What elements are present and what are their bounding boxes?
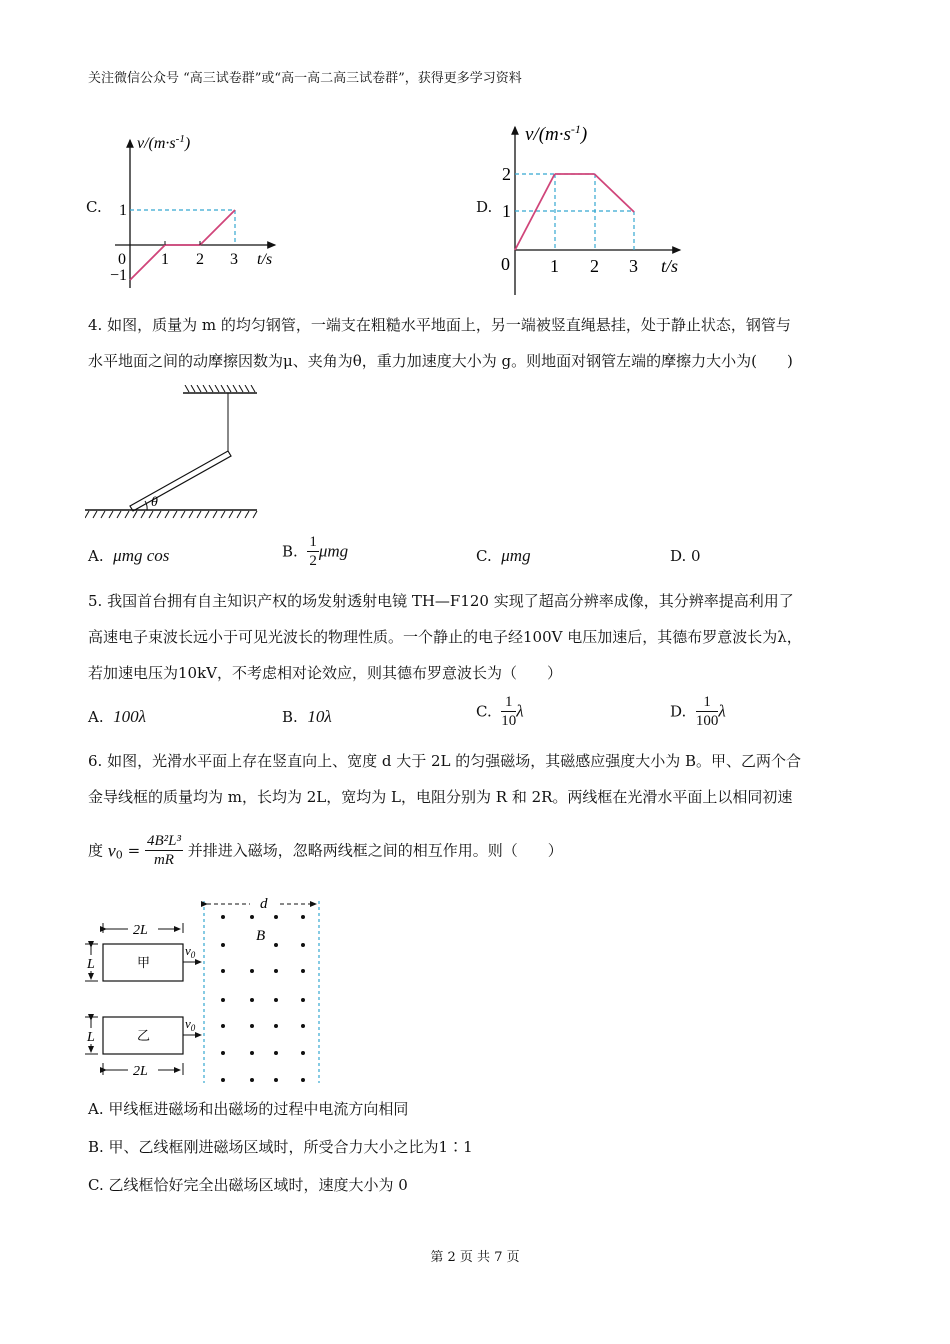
q4-line2: 水平地面之间的动摩擦因数为μ、夹角为θ，重力加速度大小为 g。则地面对钢管左端的摩擦力大小为( ) bbox=[88, 352, 793, 370]
q5-option-d: D. $\frac{1}{100}$ λ bbox=[670, 694, 726, 729]
c-xtick-1: 1 bbox=[161, 251, 169, 268]
c-axis-v-label: $v/(m\cdot s^{-1})$ bbox=[137, 133, 191, 152]
page-header: 关注微信公众号 “高三试卷群”或“高一高二高三试卷群”，获得更多学习资料 bbox=[88, 71, 522, 86]
q3-option-d-label: D. bbox=[476, 198, 493, 216]
L-top: L bbox=[87, 957, 95, 972]
q4-option-c: C. μmg bbox=[476, 546, 531, 565]
q5-option-c: C. $\frac{1}{10}$ λ bbox=[476, 694, 524, 729]
d-ytick-1: 1 bbox=[502, 201, 511, 221]
q6-line2: 金导线框的质量均为 m，长均为 2L，宽均为 L，电阻分别为 R 和 2R。两线框在光滑水平面上以相同初速 bbox=[88, 788, 793, 806]
d-axis-v-label: $v/(m\cdot s^{-1})$ bbox=[525, 122, 588, 145]
q6-option-c: C. 乙线框恰好完全出磁场区域时，速度大小为 0 bbox=[88, 1176, 408, 1194]
c-xtick-0: 0 bbox=[118, 251, 126, 268]
B-label: B bbox=[256, 928, 266, 944]
v-top: $v_0$ bbox=[185, 943, 196, 960]
d-xtick-2: 2 bbox=[590, 256, 599, 276]
q4-option-d: D. 0 bbox=[670, 547, 701, 565]
frame-yi-label: 乙 bbox=[137, 1028, 151, 1043]
d-ytick-2: 2 bbox=[502, 164, 511, 184]
c-xtick-3: 3 bbox=[230, 251, 238, 268]
d-segment-2 bbox=[594, 174, 634, 212]
d-xtick-1: 1 bbox=[550, 256, 559, 276]
q6-figure bbox=[80, 893, 330, 1085]
d-xtick-3: 3 bbox=[629, 256, 638, 276]
q3-option-c-label: C. bbox=[86, 198, 102, 216]
v-bot: $v_0$ bbox=[185, 1016, 196, 1033]
c-segment-0 bbox=[130, 245, 165, 280]
q6-line3: 度 $v_0$ = $\frac{\text{4B²L³}}{mR}$ 并排进入磁场，忽略两线框之间的相互作用。则（ ） bbox=[88, 833, 563, 868]
q5-line1: 5. 我国首台拥有自主知识产权的场发射透射电镜 TH—F120 实现了超高分辨率成像，其分辨率提高利用了 bbox=[88, 592, 794, 610]
d-series bbox=[515, 174, 634, 250]
page-footer: 第 2 页 共 7 页 bbox=[430, 1250, 520, 1265]
q5-line3: 若加速电压为10kV，不考虑相对论效应，则其德布罗意波长为（ ） bbox=[88, 664, 563, 682]
len-bot: 2L bbox=[133, 1064, 148, 1079]
len-top: 2L bbox=[133, 923, 148, 938]
q4-figure bbox=[85, 385, 265, 520]
c-ytick-neg1: −1 bbox=[110, 267, 128, 284]
q3-graph-d bbox=[495, 115, 695, 300]
q4-line1: 4. 如图，质量为 m 的均匀钢管，一端支在粗糙水平地面上，另一端被竖直绳悬挂，处于静止状态，钢管与 bbox=[88, 316, 791, 334]
frame-jia-label: 甲 bbox=[137, 955, 151, 970]
q6-line1: 6. 如图，光滑水平面上存在竖直向上、宽度 d 大于 2L 的匀强磁场，其磁感应强度大小为 B。甲、乙两个合 bbox=[88, 752, 802, 770]
d-label: d bbox=[260, 896, 268, 912]
L-bot: L bbox=[87, 1030, 95, 1045]
c-axis-t-label: t/s bbox=[257, 251, 273, 268]
d-xtick-0: 0 bbox=[501, 254, 510, 274]
q6-option-a: A. 甲线框进磁场和出磁场的过程中电流方向相同 bbox=[88, 1100, 409, 1118]
c-xtick-2: 2 bbox=[196, 251, 204, 268]
q6-option-b: B. 甲、乙线框刚进磁场区域时，所受合力大小之比为1∶1 bbox=[88, 1138, 473, 1156]
d-axis-t-label: t/s bbox=[661, 256, 679, 276]
c-ytick-1: 1 bbox=[119, 202, 127, 219]
q5-option-a: A. 100λ bbox=[88, 707, 147, 726]
q5-line2: 高速电子束波长远小于可见光波长的物理性质。一个静止的电子经100V 电压加速后，其德布罗意波长为λ， bbox=[88, 628, 802, 646]
d-segment-0 bbox=[515, 174, 555, 250]
theta-label: θ bbox=[151, 495, 158, 510]
q5-option-b: B. 10λ bbox=[282, 707, 332, 726]
q4-option-b: B. $\frac{1}{2}$ μmg bbox=[282, 534, 349, 569]
c-segment-2 bbox=[200, 210, 235, 245]
q4-option-a: A. μmg cos bbox=[88, 546, 170, 565]
q3-graph-c bbox=[105, 128, 295, 298]
